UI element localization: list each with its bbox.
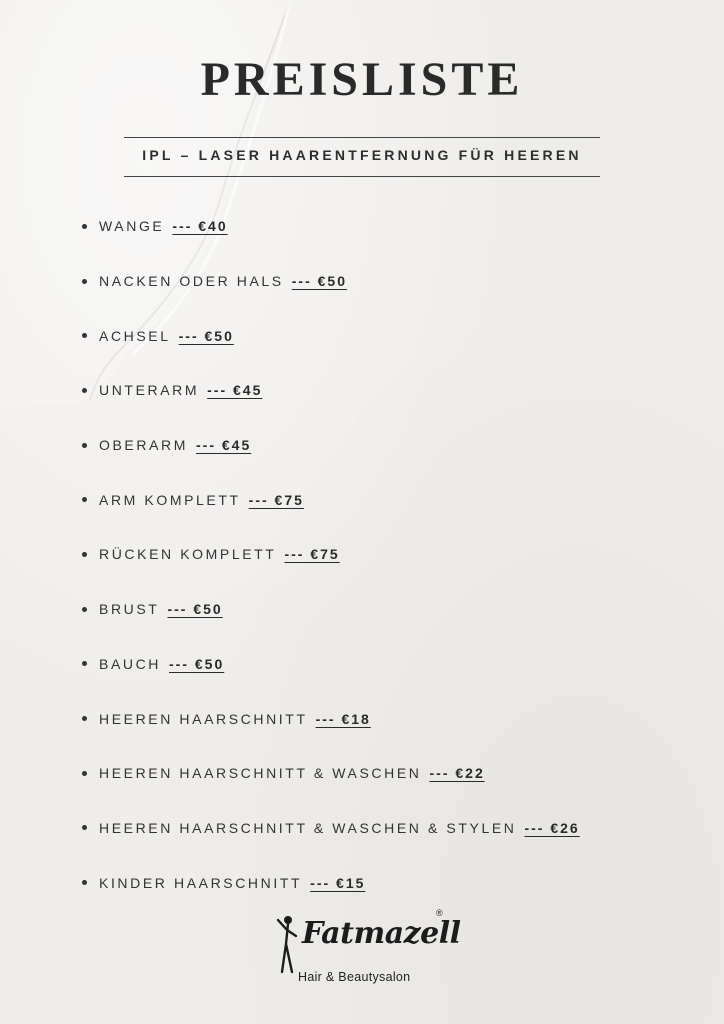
service-label: KINDER HAARSCHNITT <box>99 874 303 891</box>
service-label: ACHSEL <box>99 327 171 344</box>
price-list <box>82 199 580 910</box>
logo-tagline: Hair & Beautysalon <box>298 970 411 984</box>
registered-mark: ® <box>436 908 443 918</box>
service-price: --- €50 <box>178 327 234 344</box>
service-label: OBERARM <box>99 437 188 454</box>
page-title: PREISLISTE <box>200 53 524 106</box>
service-price: --- €50 <box>291 273 347 290</box>
list-item <box>82 746 580 801</box>
service-label: RÜCKEN KOMPLETT <box>99 546 277 563</box>
bullet-icon <box>82 771 87 776</box>
service-price: --- €15 <box>310 874 366 891</box>
service-label: BAUCH <box>99 655 162 672</box>
bottom-divider <box>124 176 600 177</box>
list-item <box>82 199 580 254</box>
bullet-icon <box>82 607 87 612</box>
service-price: --- €75 <box>248 491 304 508</box>
bullet-icon <box>82 497 87 502</box>
list-item <box>82 418 580 473</box>
section-subtitle: IPL – LASER HAARENTFERNUNG FÜR HEEREN <box>142 147 582 163</box>
service-price: --- €45 <box>207 382 263 399</box>
bullet-icon <box>82 224 87 229</box>
bullet-icon <box>82 388 87 393</box>
bullet-icon <box>82 333 87 338</box>
service-price: --- €75 <box>284 546 340 563</box>
list-item <box>82 801 580 856</box>
list-item <box>82 855 580 910</box>
service-price: --- €40 <box>172 218 228 235</box>
service-price: --- €18 <box>315 710 371 727</box>
logo-wordmark: Fatmazell <box>302 916 461 951</box>
service-label: BRUST <box>99 601 160 618</box>
service-label: HEEREN HAARSCHNITT & WASCHEN & STYLEN <box>99 819 517 836</box>
service-label: WANGE <box>99 218 165 235</box>
bullet-icon <box>82 443 87 448</box>
top-divider <box>124 137 600 138</box>
dancer-figure-icon <box>276 914 298 974</box>
list-item <box>82 637 580 692</box>
bullet-icon <box>82 661 87 666</box>
list-item <box>82 582 580 637</box>
service-label: HEEREN HAARSCHNITT & WASCHEN <box>99 765 422 782</box>
bullet-icon <box>82 552 87 557</box>
service-price: --- €26 <box>524 819 580 836</box>
list-item <box>82 527 580 582</box>
list-item <box>82 254 580 309</box>
list-item <box>82 363 580 418</box>
list-item <box>82 308 580 363</box>
service-label: HEEREN HAARSCHNITT <box>99 710 308 727</box>
service-label: NACKEN ODER HALS <box>99 273 284 290</box>
service-label: UNTERARM <box>99 382 200 399</box>
list-item <box>82 691 580 746</box>
bullet-icon <box>82 825 87 830</box>
list-item <box>82 472 580 527</box>
bullet-icon <box>82 279 87 284</box>
service-label: ARM KOMPLETT <box>99 491 241 508</box>
bullet-icon <box>82 716 87 721</box>
service-price: --- €50 <box>167 601 223 618</box>
bullet-icon <box>82 880 87 885</box>
service-price: --- €45 <box>196 437 252 454</box>
service-price: --- €50 <box>169 655 225 672</box>
salon-logo <box>276 906 461 990</box>
service-price: --- €22 <box>429 765 485 782</box>
